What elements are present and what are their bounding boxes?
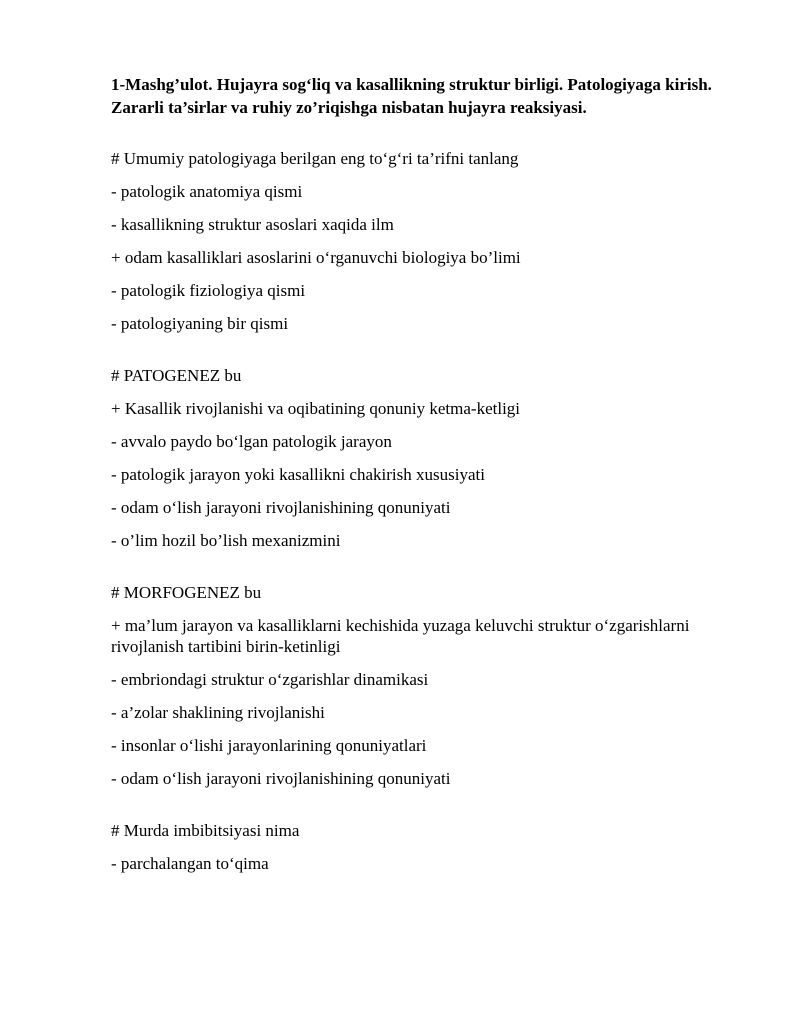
answer-option: - patologiyaning bir qismi bbox=[111, 314, 289, 333]
document-page bbox=[111, 73, 741, 905]
document-title: 1-Mashg’ulot. Hujayra sog‘liq va kasallikning struktur birligi. Patologiyaga kirish. Zararli ta’sirlar va ruhiy zo’riqishga nisbatan hujayra reaksiyasi. bbox=[111, 75, 712, 117]
question-block bbox=[111, 365, 741, 551]
answer-option: - avvalo paydo bo‘lgan patologik jarayon bbox=[111, 432, 392, 451]
question-block bbox=[111, 820, 741, 874]
question-block bbox=[111, 582, 741, 789]
answer-option: - kasallikning struktur asoslari xaqida ilm bbox=[111, 215, 394, 234]
answer-option: - o’lim hozil bo’lish mexanizmini bbox=[111, 531, 341, 550]
answer-option: - patologik anatomiya qismi bbox=[111, 182, 303, 201]
answer-option: - odam o‘lish jarayoni rivojlanishining qonuniyati bbox=[111, 498, 451, 517]
answer-option: - parchalangan to‘qima bbox=[111, 854, 269, 873]
answer-option: - patologik jarayon yoki kasallikni chakirish xususiyati bbox=[111, 465, 485, 484]
answer-option-correct: + odam kasalliklari asoslarini o‘rganuvchi biologiya bo’limi bbox=[111, 248, 521, 267]
question-text: # PATOGENEZ bu bbox=[111, 366, 242, 385]
answer-option: - insonlar o‘lishi jarayonlarining qonuniyatlari bbox=[111, 736, 427, 755]
question-text: # Murda imbibitsiyasi nima bbox=[111, 821, 300, 840]
answer-option-correct: + ma’lum jarayon va kasalliklarni kechishida yuzaga keluvchi struktur o‘zgarishlarni rivojlanish tartibini birin-ketinligi bbox=[111, 616, 690, 656]
answer-option-correct: + Kasallik rivojlanishi va oqibatining qonuniy ketma-ketligi bbox=[111, 399, 521, 418]
answer-option: - embriondagi struktur o‘zgarishlar dinamikasi bbox=[111, 670, 429, 689]
question-block bbox=[111, 148, 741, 334]
question-text: # MORFOGENEZ bu bbox=[111, 583, 262, 602]
answer-option: - patologik fiziologiya qismi bbox=[111, 281, 306, 300]
answer-option: - a’zolar shaklining rivojlanishi bbox=[111, 703, 325, 722]
question-text: # Umumiy patologiyaga berilgan eng to‘g‘ri ta’rifni tanlang bbox=[111, 149, 519, 168]
answer-option: - odam o‘lish jarayoni rivojlanishining qonuniyati bbox=[111, 769, 451, 788]
